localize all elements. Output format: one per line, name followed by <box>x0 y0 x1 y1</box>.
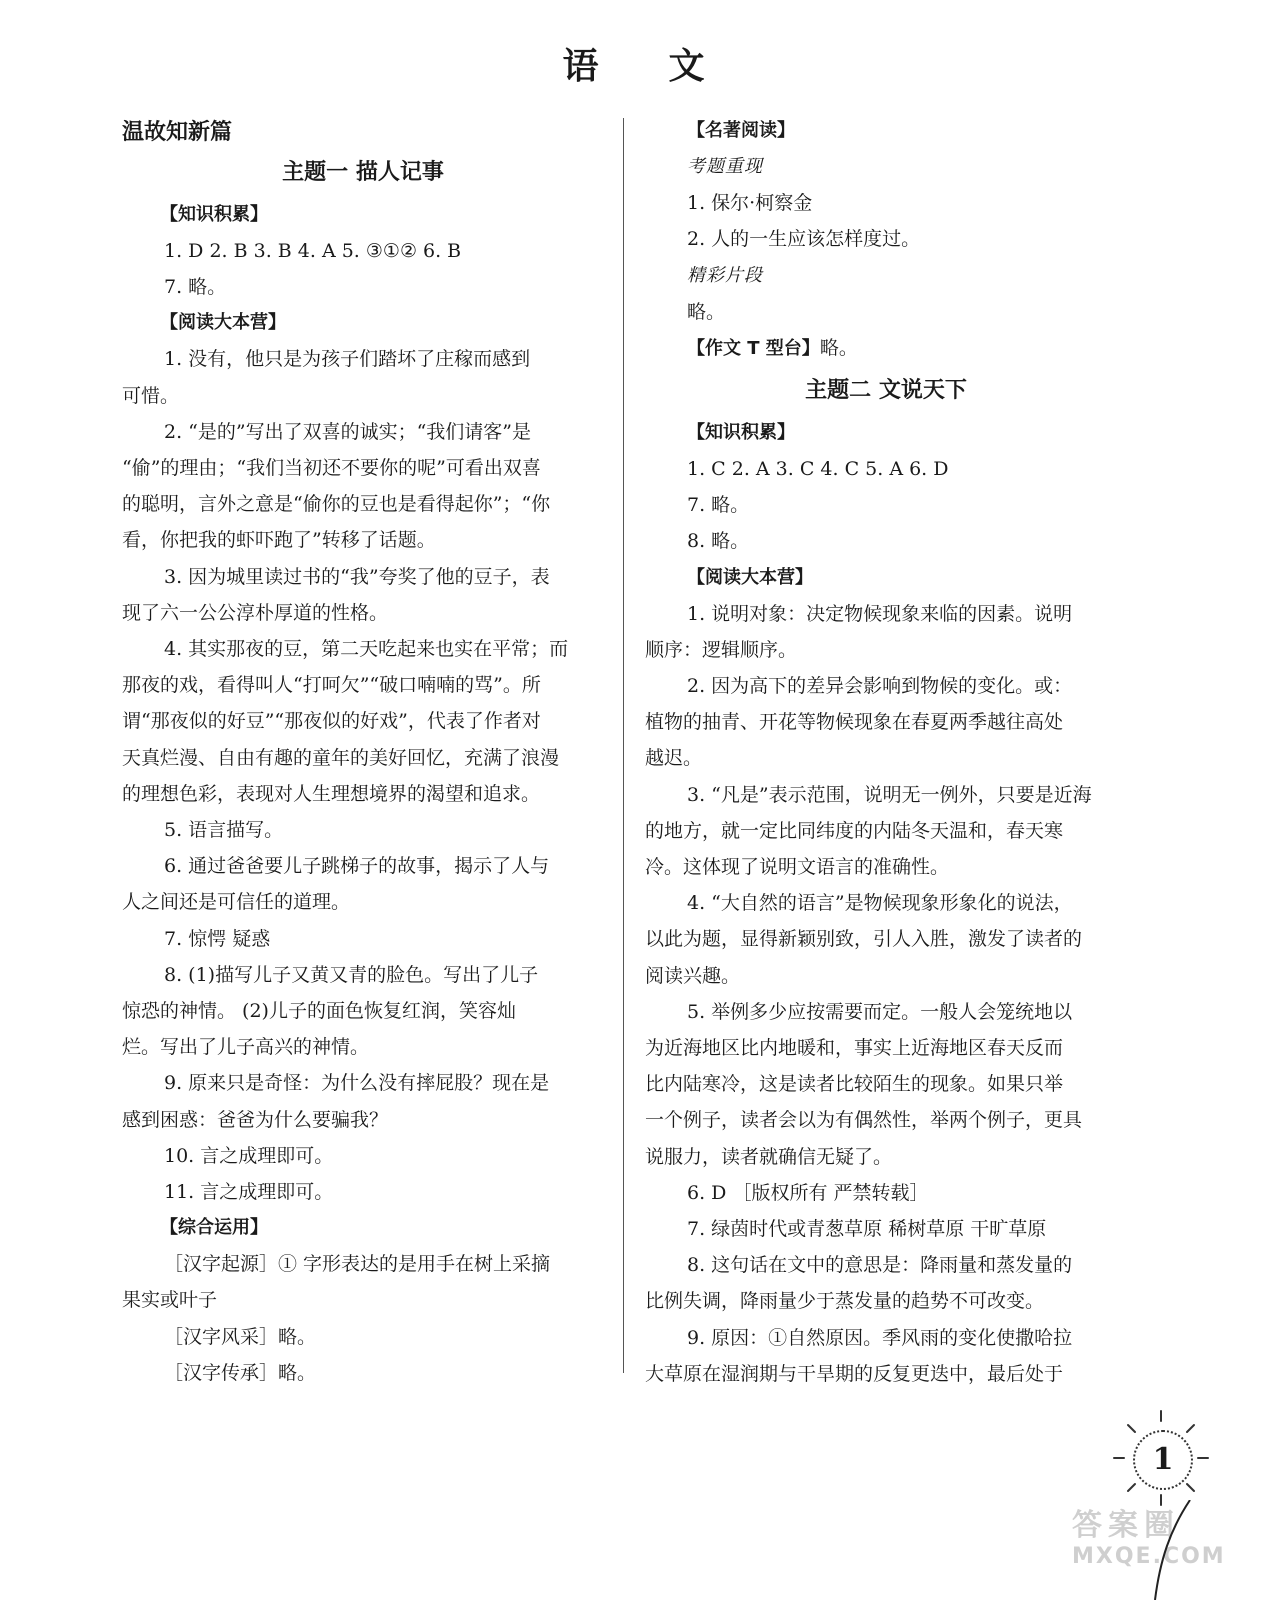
label-yuedu-2: 【阅读大本营】 <box>687 566 813 588</box>
right-column <box>645 113 1127 1392</box>
answer-line: ［汉字风采］略。 <box>164 1325 317 1348</box>
watermark: 答案圈 MXQE.COM <box>1072 1508 1226 1569</box>
kaoti-answers <box>645 185 1127 257</box>
zonghe-answers <box>122 1246 604 1391</box>
answer-line: 人之间还是可信任的道理。 <box>122 891 351 914</box>
answer-line: 感到困惑：爸爸为什么要骗我？ <box>122 1108 389 1131</box>
answer-line: 阅读兴趣。 <box>645 964 741 987</box>
zhishi-answers-2 <box>645 451 1127 560</box>
section-heading: 温故知新篇 <box>122 120 233 145</box>
answer-line: 7. 绿茵时代或青葱草原 稀树草原 干旷草原 <box>687 1218 1047 1241</box>
subheading-kaoti: 考题重现 <box>687 156 763 177</box>
answer-line: 8. 略。 <box>687 530 750 553</box>
answer-line: 烂。写出了儿子高兴的神情。 <box>122 1036 370 1059</box>
answer-line: 2. 人的一生应该怎样度过。 <box>687 228 921 251</box>
answer-line: 1. 说明对象：决定物候现象来临的因素。说明 <box>687 602 1073 625</box>
answer-line: 9. 原因：①自然原因。季风雨的变化使撒哈拉 <box>687 1326 1073 1349</box>
label-zuowen: 【作文 T 型台】略。 <box>687 337 858 360</box>
answer-line: 谓“那夜似的好豆”“那夜似的好戏”，代表了作者对 <box>122 710 541 733</box>
answer-line: 4. 其实那夜的豆，第二天吃起来也实在平常；而 <box>164 638 569 661</box>
subheading-jingcai: 精彩片段 <box>687 264 763 286</box>
answer-line: 惊恐的神情。 (2)儿子的面色恢复红润，笑容灿 <box>122 1000 516 1023</box>
answer-line: 以此为题，显得新颖别致，引人入胜，激发了读者的 <box>645 928 1083 951</box>
label-mingzhu: 【名著阅读】 <box>687 120 795 141</box>
answer-line: 7. 略。 <box>687 494 750 517</box>
label-zonghe: 【综合运用】 <box>160 1217 268 1239</box>
answer-line: 的聪明，言外之意是“偷你的豆也是看得起你”；“你 <box>122 493 551 516</box>
answer-line: 8. (1)描写儿子又黄又青的脸色。写出了儿子 <box>164 963 539 986</box>
jingcai-answer: 略。 <box>687 300 726 323</box>
answer-line: 那夜的戏，看得叫人“打呵欠”“破口喃喃的骂”。所 <box>122 674 541 697</box>
zhishi-answers-1 <box>122 233 604 305</box>
answer-line: 顺序：逻辑顺序。 <box>645 638 798 661</box>
answer-line: 8. 这句话在文中的意思是：降雨量和蒸发量的 <box>687 1254 1073 1277</box>
answer-line: 7. 惊愕 疑惑 <box>164 927 271 950</box>
answer-line: 4. “大自然的语言”是物候现象形象化的说法， <box>687 892 1073 915</box>
answer-line: 为近海地区比内地暖和，事实上近海地区春天反而 <box>645 1037 1064 1060</box>
answer-line: 比例失调，降雨量少于蒸发量的趋势不可改变。 <box>645 1290 1045 1313</box>
answer-line: 天真烂漫、自由有趣的童年的美好回忆，充满了浪漫 <box>122 746 560 769</box>
answer-line: 现了六一公公淳朴厚道的性格。 <box>122 601 389 624</box>
column-divider <box>623 118 624 1373</box>
answer-line: 植物的抽青、开花等物候现象在春夏两季越往高处 <box>645 711 1064 734</box>
answer-line: ［汉字起源］① 字形表达的是用手在树上采摘 <box>164 1253 551 1276</box>
answer-line: 1. 保尔·柯察金 <box>687 192 813 215</box>
page-number: 1 <box>1133 1430 1193 1490</box>
answer-line: 6. 通过爸爸要儿子跳梯子的故事，揭示了人与 <box>164 855 550 878</box>
page-title: 语 文 <box>562 46 707 87</box>
answer-line: 5. 语言描写。 <box>164 819 284 842</box>
answer-line: 的理想色彩，表现对人生理想境界的渴望和追求。 <box>122 782 541 805</box>
theme-title-1: 主题一 描人记事 <box>282 160 444 185</box>
answer-line: 看，你把我的虾吓跑了”转移了话题。 <box>122 529 436 552</box>
answer-line: 2. 因为高下的差异会影响到物候的变化。或： <box>687 675 1073 698</box>
yuedu-answers-1 <box>122 341 604 1210</box>
theme-title-2: 主题二 文说天下 <box>805 378 967 404</box>
answer-line: 3. 因为城里读过书的“我”夸奖了他的豆子，表 <box>164 565 550 588</box>
answer-line: 2. “是的”写出了双喜的诚实；“我们请客”是 <box>164 420 532 443</box>
yuedu-answers-2 <box>645 596 1127 1392</box>
answer-line: “偷”的理由；“我们当初还不要你的呢”可看出双喜 <box>122 457 541 480</box>
answer-line: 3. “凡是”表示范围，说明无一例外，只要是近海 <box>687 783 1092 806</box>
answer-line: 越迟。 <box>645 747 703 770</box>
answer-line: 比内陆寒冷，这是读者比较陌生的现象。如果只举 <box>645 1073 1064 1096</box>
answer-line: 7. 略。 <box>164 276 227 299</box>
answer-line: 一个例子，读者会以为有偶然性，举两个例子，更具 <box>645 1109 1083 1132</box>
answer-line: 6. D ［版权所有 严禁转载］ <box>687 1181 929 1204</box>
label-yuedu-1: 【阅读大本营】 <box>160 312 286 334</box>
answer-line: 的地方，就一定比同纬度的内陆冬天温和，春天寒 <box>645 819 1064 842</box>
decorative-curve <box>1130 1500 1200 1600</box>
answer-line: 11. 言之成理即可。 <box>164 1181 334 1204</box>
answer-line: 果实或叶子 <box>122 1289 218 1312</box>
answer-line: 大草原在湿润期与干旱期的反复更迭中，最后处于 <box>645 1362 1064 1385</box>
answer-line: 1. C 2. A 3. C 4. C 5. A 6. D <box>687 458 949 481</box>
answer-line: 10. 言之成理即可。 <box>164 1144 334 1167</box>
answer-line: 9. 原来只是奇怪：为什么没有摔屁股？现在是 <box>164 1072 550 1095</box>
answer-line: 1. D 2. B 3. B 4. A 5. ③①② 6. B <box>164 240 462 262</box>
answer-line: 5. 举例多少应按需要而定。一般人会笼统地以 <box>687 1000 1073 1023</box>
answer-line: 冷。这体现了说明文语言的准确性。 <box>645 856 950 879</box>
label-zhishi-1: 【知识积累】 <box>160 204 268 225</box>
answer-line: ［汉字传承］略。 <box>164 1361 317 1384</box>
label-zhishi-2: 【知识积累】 <box>687 422 795 444</box>
left-column <box>122 113 604 1391</box>
answer-line: 可惜。 <box>122 384 180 407</box>
answer-line: 1. 没有，他只是为孩子们踏坏了庄稼而感到 <box>164 348 531 371</box>
answer-line: 说服力，读者就确信无疑了。 <box>645 1145 893 1168</box>
